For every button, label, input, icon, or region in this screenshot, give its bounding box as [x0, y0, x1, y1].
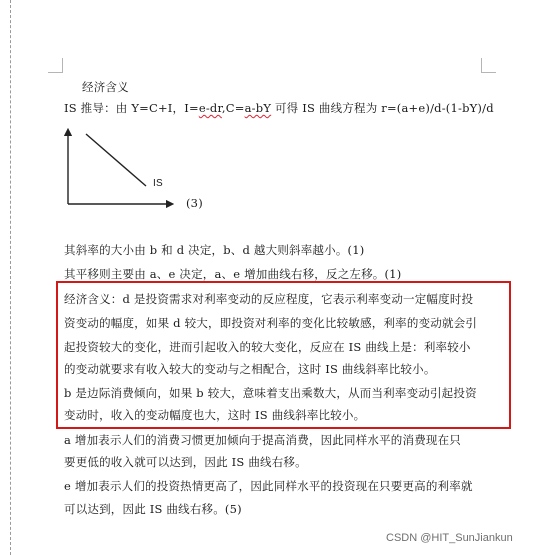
- meaning-line-2: 资变动的幅度，如果 d 较大，即投资对利率的变化比较敏感，利率的变动就会引: [64, 316, 478, 330]
- top-right-crop-mark: [481, 58, 496, 73]
- is-curve-line: [86, 134, 146, 186]
- is-curve-graph: [58, 126, 198, 216]
- slope-line: 其斜率的大小由 b 和 d 决定，b、d 越大则斜率越小。(1): [64, 243, 365, 257]
- is-derivation-suffix: 可得 IS 曲线方程为 r=(a+e)/d-(1-bY)/d: [271, 101, 494, 115]
- a-increase-line-2: 要更低的收入就可以达到，因此 IS 曲线右移。: [64, 455, 307, 469]
- spellcheck-equation-2: a-bY: [244, 101, 272, 115]
- a-increase-line-1: a 增加表示人们的消费习惯更加倾向于提高消费，因此同样水平的消费现在只: [64, 433, 462, 447]
- graph-score-mark: (3): [186, 196, 203, 210]
- is-derivation-prefix: IS 推导：由 Y=C+I，I=: [64, 101, 199, 115]
- spellcheck-equation-1: e-dr: [198, 101, 222, 115]
- is-curve-label: IS: [153, 178, 163, 189]
- meaning-line-4: 的变动就要求有收入较大的变动与之相配合，这时 IS 曲线斜率比较小。: [64, 362, 436, 376]
- e-increase-line-1: e 增加表示人们的投资热情更高了，因此同样水平的投资现在只要更高的利率就: [64, 479, 473, 493]
- section-title: 经济含义: [82, 80, 129, 94]
- csdn-watermark: CSDN @HIT_SunJiankun: [386, 532, 513, 544]
- meaning-line-1: 经济含义：d 是投资需求对利率变动的反应程度，它表示利率变动一定幅度时投: [64, 292, 474, 306]
- meaning-line-6: 变动时，收入的变动幅度也大，这时 IS 曲线斜率比较小。: [64, 408, 366, 422]
- top-left-crop-mark: [48, 58, 63, 73]
- meaning-line-3: 起投资较大的变化，进而引起收入的较大变化，反应在 IS 曲线上是：利率较小: [64, 340, 471, 354]
- left-margin-rule: [0, 0, 11, 555]
- is-derivation-line: [64, 101, 494, 115]
- e-increase-line-2: 可以达到，因此 IS 曲线右移。(5): [64, 502, 242, 516]
- is-derivation-comma: ,C=: [221, 101, 245, 115]
- shift-line: 其平移则主要由 a、e 决定，a、e 增加曲线右移，反之左移。(1): [64, 267, 402, 281]
- meaning-line-5: b 是边际消费倾向，如果 b 较大，意味着支出乘数大，从而当利率变动引起投资: [64, 386, 477, 400]
